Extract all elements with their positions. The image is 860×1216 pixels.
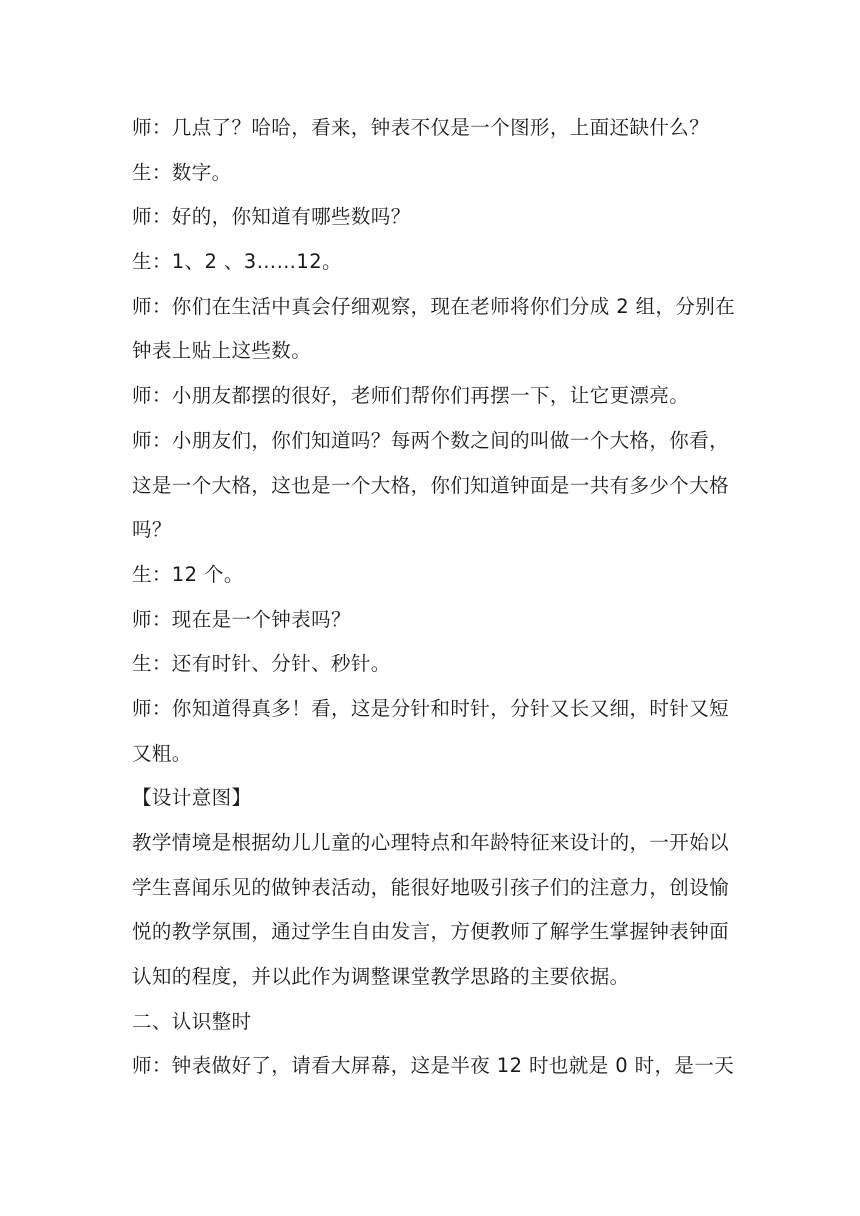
text-line: 认知的程度，并以此作为调整课堂教学思路的主要依据。 — [132, 965, 630, 989]
text-line: 生：12 个。 — [132, 562, 244, 586]
text-line: 吗？ — [132, 518, 172, 542]
text-line: 师：现在是一个钟表吗？ — [132, 607, 351, 631]
text-line: 师：你们在生活中真会仔细观察，现在老师将你们分成 2 组，分别在 — [132, 294, 736, 318]
text-line: 又粗。 — [132, 741, 192, 765]
text-line: 学生喜闻乐见的做钟表活动，能很好地吸引孩子们的注意力，创设愉 — [132, 875, 730, 899]
text-line: 师：你知道得真多！看，这是分针和时针，分针又长又细，时针又短 — [132, 696, 730, 720]
text-line: 教学情境是根据幼儿儿童的心理特点和年龄特征来设计的，一开始以 — [132, 831, 730, 854]
text-line: 钟表上贴上这些数。 — [132, 339, 312, 363]
text-line: 悦的教学氛围，通过学生自由发言，方便教师了解学生掌握钟表钟面 — [132, 920, 730, 944]
document-body — [132, 106, 736, 1089]
section-heading-design-intent: 【设计意图】 — [132, 786, 252, 810]
text-line: 生：1、2 、3……12。 — [132, 250, 342, 274]
text-line: 生：还有时针、分针、秒针。 — [132, 652, 391, 676]
text-line: 生：数字。 — [132, 160, 232, 184]
text-line: 师：好的，你知道有哪些数吗？ — [132, 205, 411, 229]
text-line: 这是一个大格，这也是一个大格，你们知道钟面是一共有多少个大格 — [132, 473, 730, 497]
text-line: 师：小朋友们，你们知道吗？每两个数之间的叫做一个大格，你看， — [132, 428, 730, 452]
text-line: 师：几点了？哈哈，看来，钟表不仅是一个图形，上面还缺什么？ — [132, 116, 710, 139]
text-line: 师：钟表做好了，请看大屏幕，这是半夜 12 时也就是 0 时，是一天 — [132, 1054, 735, 1078]
section-heading-whole-hours: 二、认识整时 — [132, 1009, 252, 1033]
text-line: 师：小朋友都摆的很好，老师们帮你们再摆一下，让它更漂亮。 — [132, 384, 690, 408]
